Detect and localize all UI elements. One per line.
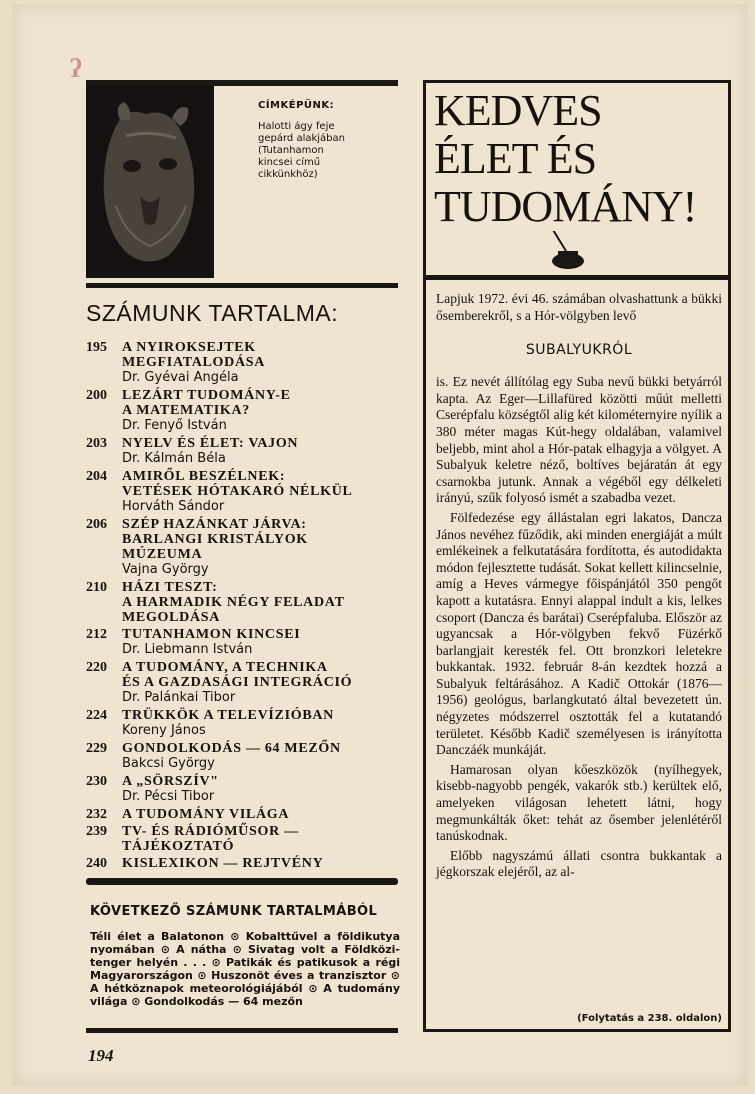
cheetah-head-icon — [86, 86, 214, 278]
toc-entry-author: Dr. Kálmán Béla — [122, 451, 226, 466]
toc-entry-author: Dr. Palánkai Tibor — [122, 690, 236, 705]
letters-header-box — [426, 83, 728, 280]
letter-paragraph: Lapjuk 1972. évi 46. számában olvashattunk a bükki ősemberekről, s a Hór-völgyben levő — [436, 291, 722, 323]
toc-page-number: 200 — [86, 388, 107, 403]
divider — [86, 878, 398, 885]
letter-paragraph: Fölfedezése egy állástalan egri lakatos, Dancza János nevéhez fűződik, aki minden energiáját a múlt emlékeinek a felkutatására fordította, és autodidakta módon fejlesztette tudását. Sokat kellett kilincselnie, amíg a Heves vármegye főispánjától 350 pengőt kapott a kutatásra. Ennyi alappal indult a kis, lelkes csoport (Dancza és barátai) Cserépfaluba. Először az ugyancsak a Hór-völgyben fekvő Füzérkő barlangjait keresték fel. Ott bronzkori leletekre bukkantak. 1932. február 8-án kezdtek hozzá a Subalyuk feltárásához. A Kadič Ottokár (1876—1956) geológus, barlangkutató által bevezetett ún. négyzetes módszerrel osztották fel a kutatandó területet. Később Kadič személyesen is irányította Danczáék munkáját. — [436, 509, 722, 758]
red-pencil-mark-icon: ʔ — [70, 54, 82, 83]
next-issue-text: Téli élet a Balatonon ⊙ Kobalttűvel a földikutya nyomában ⊙ A nátha ⊙ Sivatag volt a Földközi-tenger helyén . . . ⊙ Patikák és patikusok a régi Magyarországon ⊙ Huszonöt éves a tranzisztor ⊙ A hétköznapok meteorológiájából ⊙ A tudomány világa ⊙ Gondolkodás — 64 mezőn — [90, 930, 400, 1008]
toc-entry-title: TV- ÉS RÁDIÓMŰSOR — TÁJÉKOZTATÓ — [122, 824, 299, 854]
toc-entry-title: A TUDOMÁNY, A TECHNIKA ÉS A GAZDASÁGI INTEGRÁCIÓ — [122, 660, 353, 690]
toc-entry — [86, 388, 398, 434]
toc-page-number: 240 — [86, 856, 107, 871]
toc-entry-author: Bakcsi György — [122, 756, 215, 771]
continued-note: (Folytatás a 238. oldalon) — [577, 1013, 722, 1024]
letter-paragraph: is. Ez nevét állítólag egy Suba nevű bükki betyárról kapta. Az Eger—Lillafüred közötti műút melletti Cserépfalu községtől alig két kilométernyire nyílik a 380 méter magas Kút-hegy oldalában, valamivel beljebb, mint ahol a Hór-patak elhagyja a völgyet. A Subalyuk keletre néző, boltíves bejáratán át egy csarnokba jutunk. Annak a végéből egy délkeleti irányú, szűk folyosó ismét a szabadba vezet. — [436, 374, 722, 506]
toc-page-number: 239 — [86, 824, 107, 839]
letter-paragraph: Hamarosan olyan kőeszközök (nyílhegyek, kisebb-nagyobb pengék, vakarók stb.) kerültek elő, amelyeken világosan lehetett látni, hogy megmunkálták őket: tehát az ősember jelenlétéről tanúskodnak. — [436, 761, 722, 844]
toc-page-number: 203 — [86, 436, 107, 451]
toc-entry — [86, 436, 398, 467]
letter-subheading: SUBALYUKRÓL — [525, 342, 633, 359]
toc-entry-author: Horváth Sándor — [122, 499, 225, 514]
toc-entry-author: Dr. Gyévai Angéla — [122, 370, 239, 385]
toc-page-number: 206 — [86, 517, 107, 532]
toc-entry — [86, 469, 398, 515]
toc-entry-title: KISLEXIKON — REJTVÉNY — [122, 856, 324, 871]
toc-entry-title: AMIRŐL BESZÉLNEK: VETÉSEK HÓTAKARÓ NÉLKÜL — [122, 469, 353, 499]
toc-entry-title: TUTANHAMON KINCSEI — [122, 627, 301, 642]
toc-page-number: 212 — [86, 627, 107, 642]
toc-title: SZÁMUNK TARTALMA: — [86, 300, 339, 326]
toc-entry — [86, 774, 398, 805]
toc-entry — [86, 741, 398, 772]
toc-entry-title: LEZÁRT TUDOMÁNY-E A MATEMATIKA? — [122, 388, 291, 418]
cover-box — [86, 80, 398, 288]
toc-page-number: 230 — [86, 774, 107, 789]
toc-entry-author: Dr. Fenyő István — [122, 418, 227, 433]
toc-entry — [86, 340, 398, 386]
toc-entry-title: A „SÖRSZÍV" — [122, 774, 219, 789]
toc-entry — [86, 824, 398, 854]
toc-entry — [86, 660, 398, 706]
toc-page-number: 210 — [86, 580, 107, 595]
toc-entry-title: NYELV ÉS ÉLET: VAJON — [122, 436, 299, 451]
letter-paragraph: Előbb nagyszámú állati csontra bukkantak a jégkorszak elejéről, az al- — [436, 847, 722, 880]
toc-entry-author: Koreny János — [122, 723, 206, 738]
page-number: 194 — [88, 1046, 114, 1065]
toc-entry-title: HÁZI TESZT: A HARMADIK NÉGY FELADAT MEGOLDÁSA — [122, 580, 345, 625]
toc-entry — [86, 807, 398, 822]
toc-entry-title: A NYIROKSEJTEK MEGFIATALODÁSA — [122, 340, 266, 370]
cover-caption — [258, 100, 398, 181]
table-of-contents — [86, 340, 398, 873]
toc-page-number: 224 — [86, 708, 107, 723]
toc-entry-author: Dr. Pécsi Tibor — [122, 789, 215, 804]
toc-page-number: 232 — [86, 807, 107, 822]
toc-entry — [86, 708, 398, 739]
cover-caption-text: Halotti ágy feje gepárd alakjában (Tutanhamon kincsei című cikkünkhöz) — [258, 121, 345, 180]
cheetah-head-photo — [86, 86, 214, 278]
toc-entry-title: GONDOLKODÁS — 64 MEZŐN — [122, 741, 341, 756]
toc-entry-title: A TUDOMÁNY VILÁGA — [122, 807, 290, 822]
toc-page-number: 220 — [86, 660, 107, 675]
toc-entry-title: SZÉP HAZÁNKAT JÁRVA: BARLANGI KRISTÁLYOK MÚZEUMA — [122, 517, 308, 562]
toc-entry — [86, 580, 398, 625]
divider — [86, 1028, 398, 1033]
toc-page-number: 229 — [86, 741, 107, 756]
letter-article — [436, 291, 722, 884]
letters-column — [423, 80, 731, 1032]
toc-page-number: 195 — [86, 340, 107, 355]
inkwell-icon — [548, 231, 588, 271]
toc-entry-author: Vajna György — [122, 562, 209, 577]
toc-entry — [86, 627, 398, 658]
toc-entry-author: Dr. Liebmann István — [122, 642, 253, 657]
letters-header: KEDVES ÉLET ÉS TUDOMÁNY! — [434, 86, 697, 231]
toc-page-number: 204 — [86, 469, 107, 484]
toc-entry — [86, 856, 398, 871]
toc-entry — [86, 517, 398, 578]
toc-entry-title: TRÜKKÖK A TELEVÍZIÓBAN — [122, 708, 334, 723]
next-issue-title: KÖVETKEZŐ SZÁMUNK TARTALMÁBÓL — [90, 904, 378, 919]
cover-caption-title: CÍMKÉPÜNK: — [258, 100, 335, 111]
